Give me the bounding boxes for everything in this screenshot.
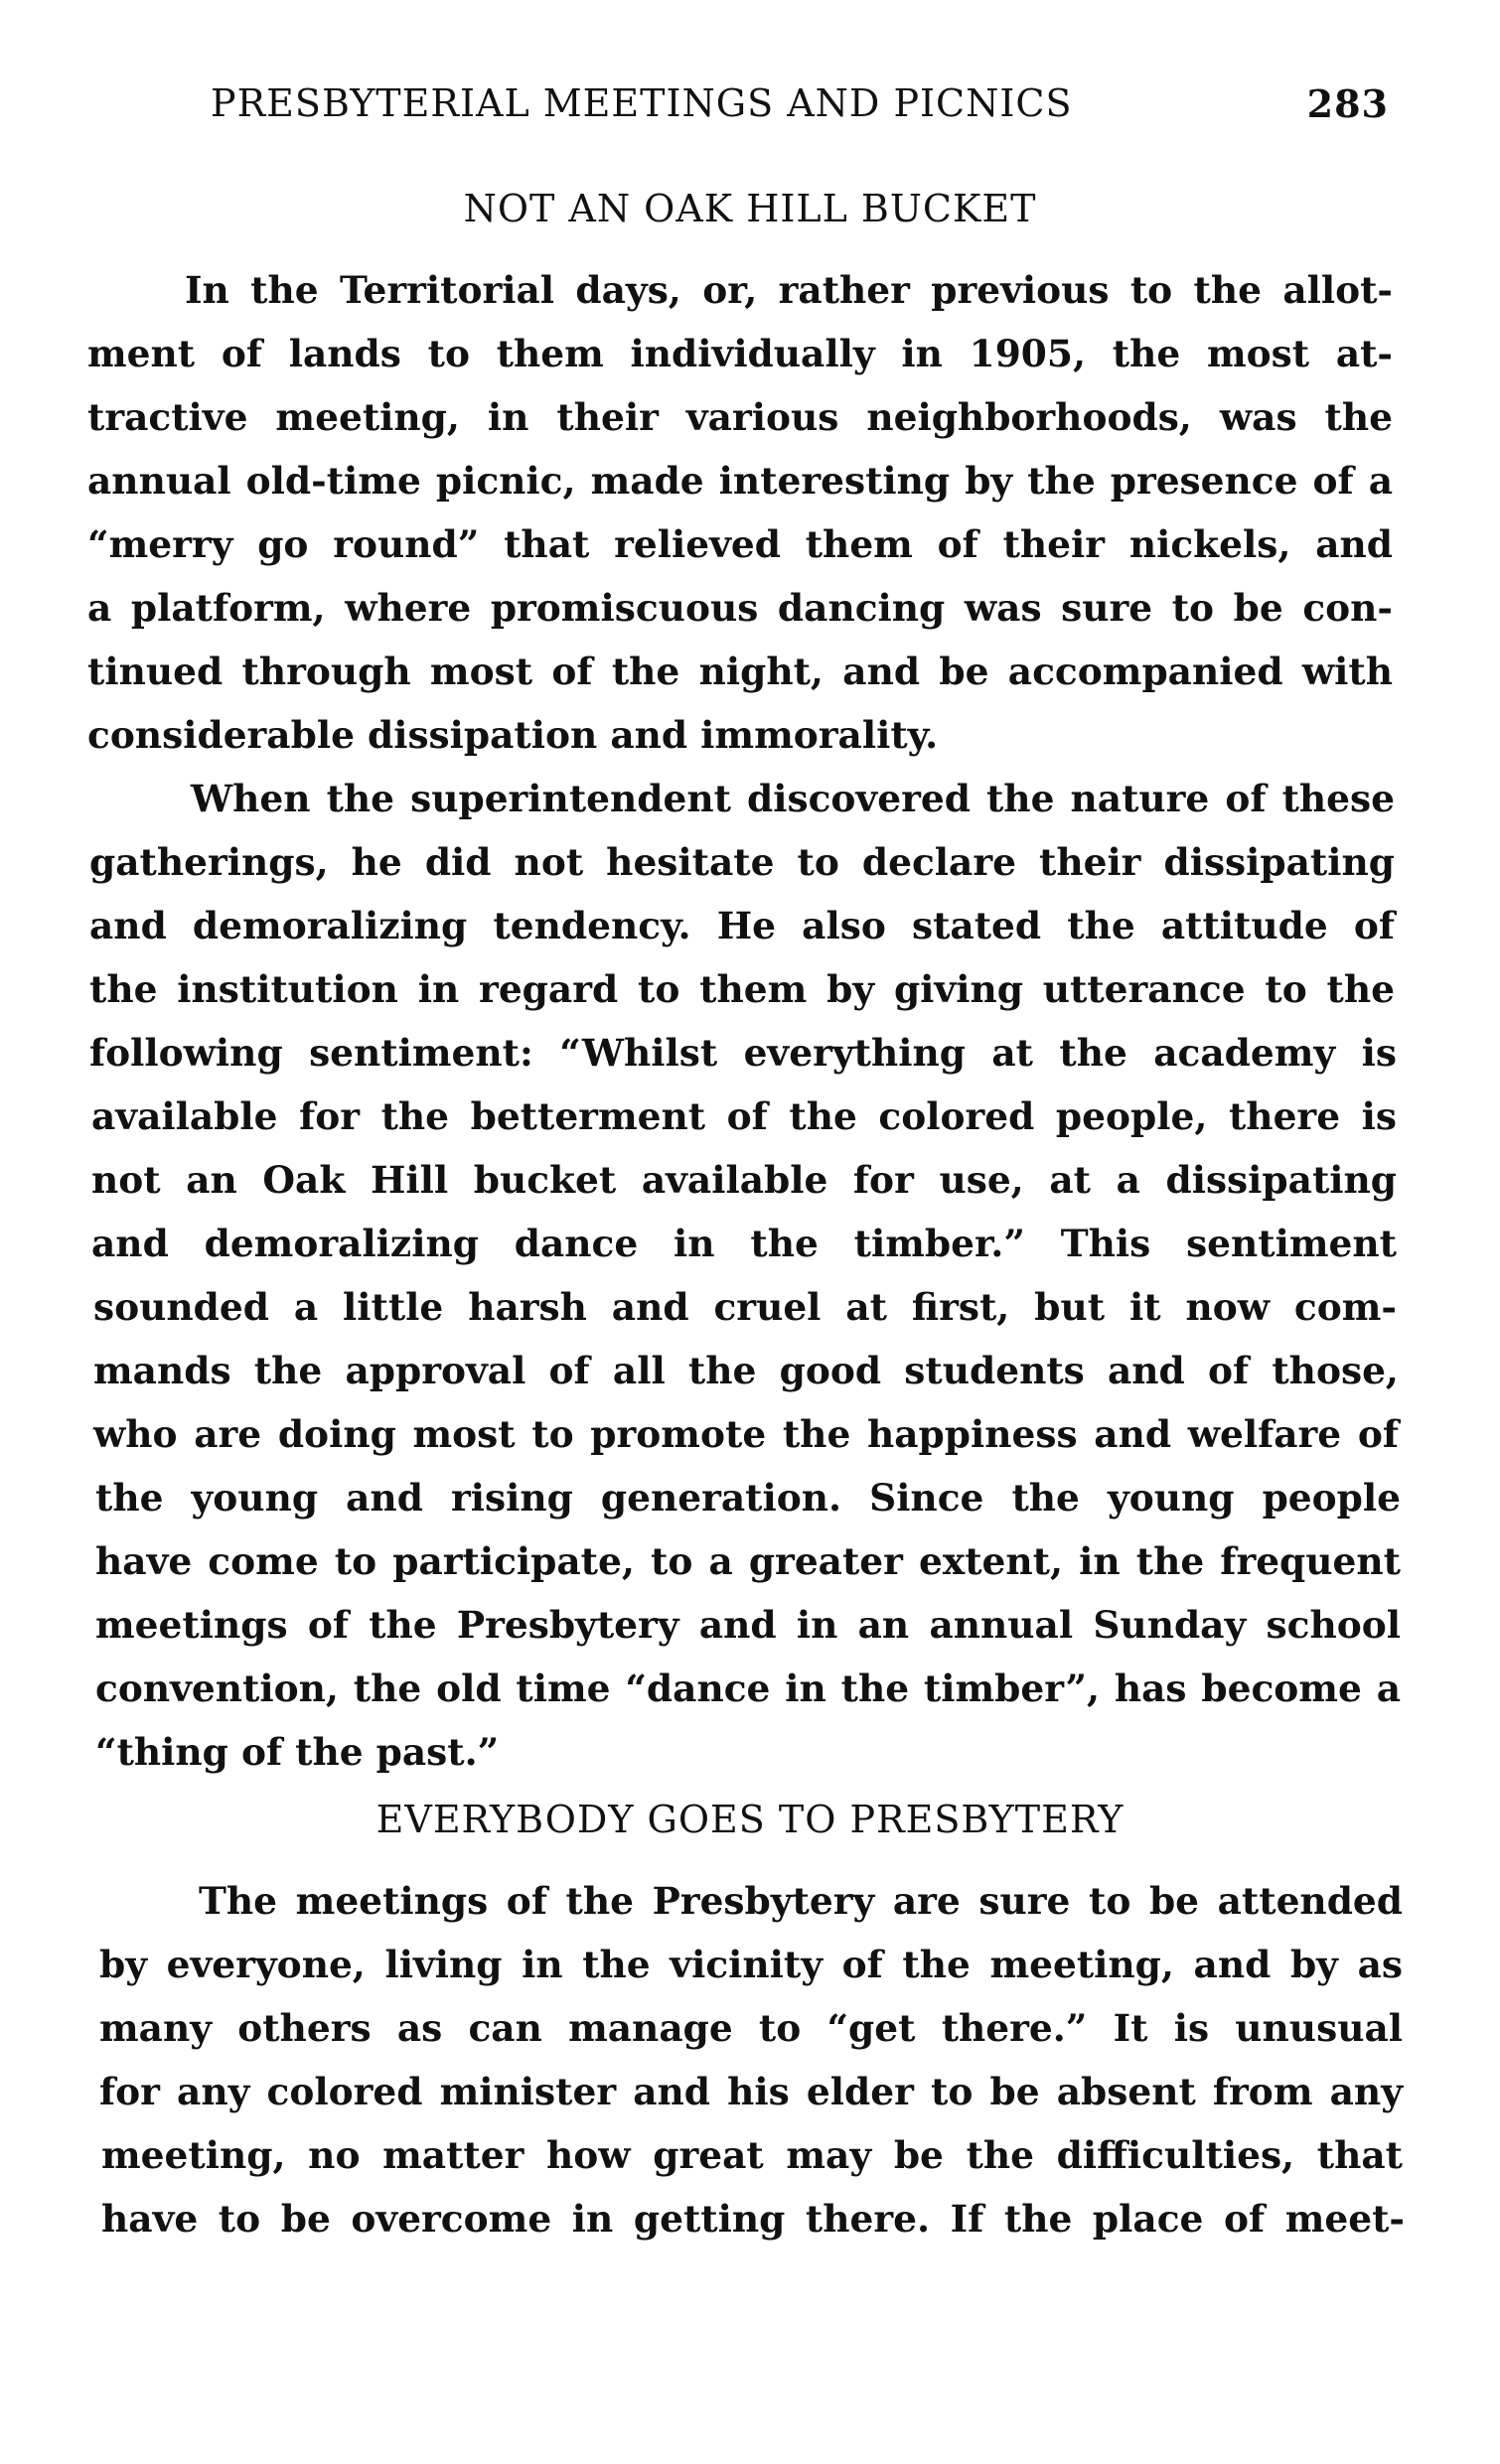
text-line: tinued through most of the night, and be accompanied with xyxy=(87,650,1393,693)
running-head xyxy=(211,81,1389,129)
text-line: for any colored minister and his elder to be absent from any xyxy=(99,2070,1403,2113)
text-line: convention, the old time “dance in the timber”, has become a xyxy=(95,1667,1401,1710)
text-line: the institution in regard to them by giving utterance to the xyxy=(89,967,1395,1011)
text-line: gatherings, he did not hesitate to declare their dissipating xyxy=(89,840,1395,884)
text-line: have to be overcome in getting there. If the place of meet- xyxy=(101,2197,1405,2241)
text-line: sounded a little harsh and cruel at first, but it now com- xyxy=(93,1285,1397,1329)
text-line: many others as can manage to “get there.” It is unusual xyxy=(99,2006,1403,2050)
text-line: considerable dissipation and immorality. xyxy=(87,713,939,757)
text-line: ment of lands to them individually in 1905, the most at- xyxy=(87,332,1393,375)
text-line: “merry go round” that relieved them of their nickels, and xyxy=(87,522,1393,566)
section-heading: NOT AN OAK HILL BUCKET xyxy=(463,187,1037,230)
page-number: 283 xyxy=(1306,81,1389,126)
text-line: the young and rising generation. Since the young people xyxy=(95,1476,1401,1520)
text-line: available for the betterment of the colored people, there is xyxy=(91,1094,1397,1138)
section-heading: EVERYBODY GOES TO PRESBYTERY xyxy=(375,1798,1125,1841)
text-line: meetings of the Presbytery and in an annual Sunday school xyxy=(95,1603,1401,1647)
text-line: a platform, where promiscuous dancing was sure to be con- xyxy=(87,586,1393,630)
text-line: When the superintendent discovered the nature of these xyxy=(191,777,1395,820)
text-line: who are doing most to promote the happiness and welfare of xyxy=(93,1412,1399,1456)
text-line: In the Territorial days, or, rather previous to the allot- xyxy=(185,268,1393,312)
text-line: following sentiment: “Whilst everything at the academy is xyxy=(89,1031,1397,1075)
text-line: tractive meeting, in their various neighborhoods, was the xyxy=(87,395,1393,439)
text-line: annual old-time picnic, made interesting by the presence of a xyxy=(87,459,1393,503)
text-line: The meetings of the Presbytery are sure to be attended xyxy=(199,1879,1403,1923)
text-line: and demoralizing tendency. He also stated the attitude of xyxy=(89,904,1395,947)
text-line: by everyone, living in the vicinity of the meeting, and by as xyxy=(99,1943,1403,1986)
text-line: have come to participate, to a greater extent, in the frequent xyxy=(95,1539,1401,1583)
running-head-title: PRESBYTERIAL MEETINGS AND PICNICS xyxy=(211,81,1073,125)
text-line: and demoralizing dance in the timber.” This sentiment xyxy=(91,1222,1397,1265)
text-line: “thing of the past.” xyxy=(95,1730,500,1774)
text-line: meeting, no matter how great may be the difficulties, that xyxy=(101,2133,1403,2177)
text-line: mands the approval of all the good students and of those, xyxy=(93,1349,1399,1392)
text-line: not an Oak Hill bucket available for use, at a dissipating xyxy=(91,1158,1397,1202)
